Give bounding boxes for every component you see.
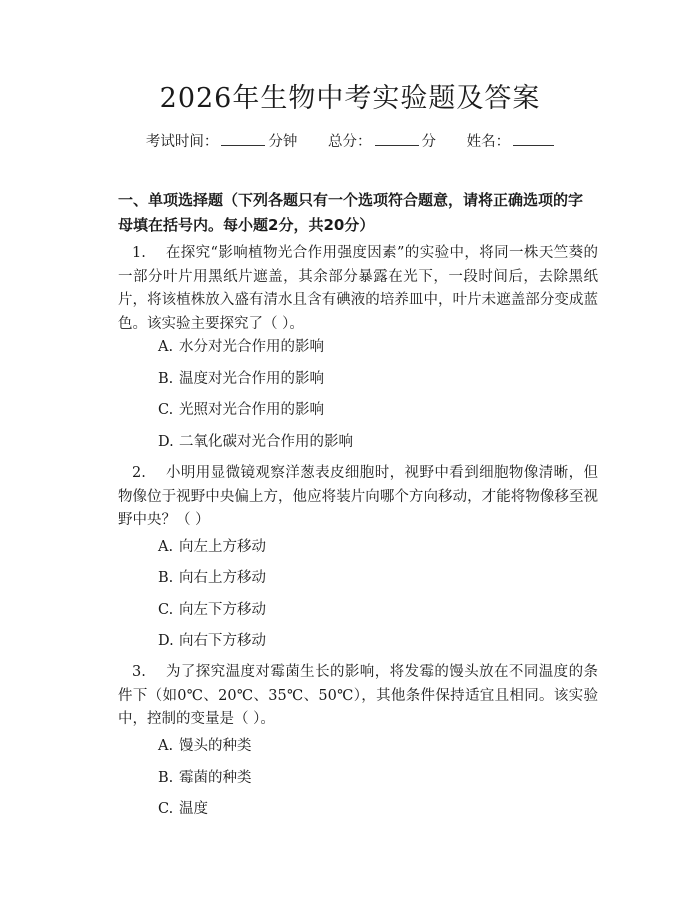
page-title: 2026年生物中考实验题及答案 xyxy=(159,83,541,114)
question-number: 3. xyxy=(132,664,146,680)
option-letter: C. xyxy=(158,801,174,817)
option-text: 二氧化碳对光合作用的影响 xyxy=(179,434,353,450)
name-label: 姓名： xyxy=(466,134,511,150)
option-item xyxy=(158,369,324,389)
option-text: 温度对光合作用的影响 xyxy=(179,371,324,387)
option-letter: D. xyxy=(158,434,174,450)
question-number: 1. xyxy=(132,245,146,261)
option-item xyxy=(158,337,324,357)
exam-info-line xyxy=(0,131,700,152)
option-letter: D. xyxy=(158,633,174,649)
exam-time-unit: 分钟 xyxy=(268,134,298,150)
option-item xyxy=(158,400,324,420)
option-item xyxy=(158,568,266,588)
option-text: 向右上方移动 xyxy=(179,570,266,586)
option-text: 向左下方移动 xyxy=(179,602,266,618)
question-number: 2. xyxy=(132,465,146,481)
total-score-label: 总分： xyxy=(328,134,372,150)
option-letter: B. xyxy=(158,371,174,387)
exam-time-field xyxy=(146,131,298,152)
option-item xyxy=(158,768,252,788)
question-stem xyxy=(118,661,598,732)
option-item xyxy=(158,736,252,756)
option-text: 水分对光合作用的影响 xyxy=(179,339,324,355)
option-text: 霉菌的种类 xyxy=(179,770,252,786)
option-text: 温度 xyxy=(179,801,208,817)
option-letter: C. xyxy=(158,402,174,418)
option-item xyxy=(158,537,266,557)
exam-time-blank xyxy=(221,131,265,146)
option-item xyxy=(158,432,353,452)
question-stem xyxy=(118,242,598,336)
question-text: 小明用显微镜观察洋葱表皮细胞时，视野中看到细胞物像清晰，但物像位于视野中央偏上方，他应将装片向哪个方向移动，才能将物像移至视野中央？（ ） xyxy=(118,465,599,528)
total-score-field xyxy=(328,131,436,152)
option-text: 光照对光合作用的影响 xyxy=(179,402,324,418)
option-text: 馒头的种类 xyxy=(179,738,252,754)
option-letter: B. xyxy=(158,570,174,586)
total-score-blank xyxy=(375,131,419,146)
option-letter: B. xyxy=(158,770,174,786)
option-letter: C. xyxy=(158,602,174,618)
option-item xyxy=(158,799,208,819)
name-field xyxy=(467,131,555,152)
option-item xyxy=(158,600,266,620)
option-item xyxy=(158,631,266,651)
option-letter: A. xyxy=(158,738,174,754)
question-text: 为了探究温度对霉菌生长的影响，将发霉的馒头放在不同温度的条件下（如0℃、20℃、35℃、50℃），其他条件保持适宜且相同。该实验中，控制的变量是（ ）。 xyxy=(118,664,599,727)
question-text: 在探究“影响植物光合作用强度因素”的实验中，将同一株天竺葵的一部分叶片用黑纸片遮盖，其余部分暴露在光下，一段时间后，去除黑纸片，将该植株放入盛有清水且含有碘液的培养皿中，叶片未遮盖部分变成蓝色。该实验主要探究了（ ）。 xyxy=(118,245,598,332)
question-stem xyxy=(118,462,598,533)
exam-time-label: 考试时间： xyxy=(145,134,219,150)
option-text: 向左上方移动 xyxy=(179,539,266,555)
name-blank xyxy=(513,131,554,146)
option-text: 向右下方移动 xyxy=(179,633,266,649)
total-score-unit: 分 xyxy=(421,134,436,150)
option-letter: A. xyxy=(158,539,174,555)
section-heading: 一、单项选择题（下列各题只有一个选项符合题意，请将正确选项的字母填在括号内。每小题2分，共20分） xyxy=(118,191,584,234)
option-letter: A. xyxy=(158,339,174,355)
